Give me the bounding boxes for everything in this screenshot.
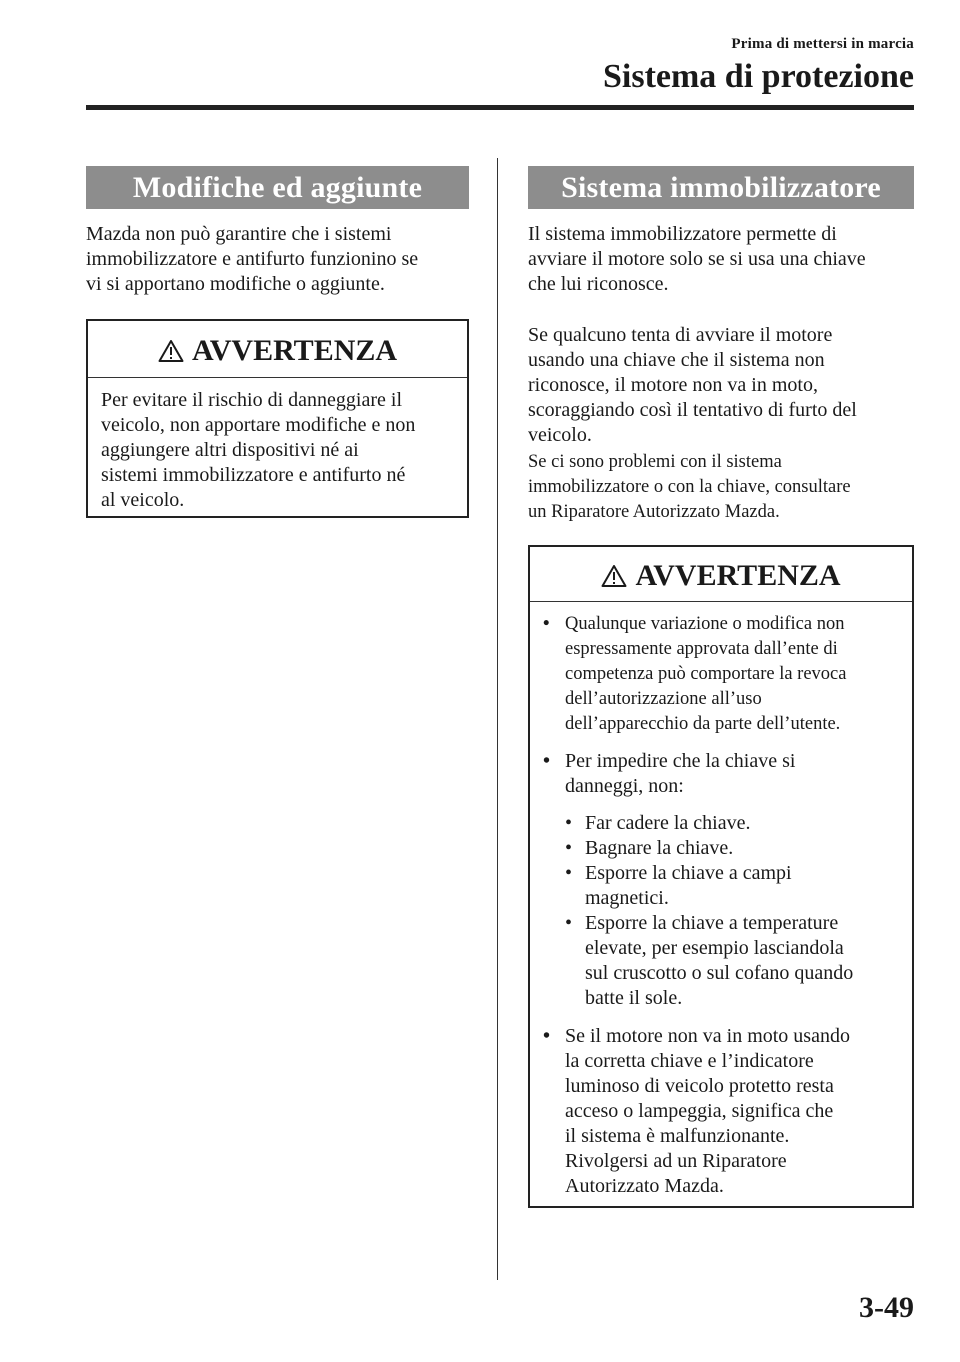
warning-box-right — [528, 545, 914, 1208]
para-line: che lui riconosce. — [528, 273, 669, 295]
warning-line: sistemi immobilizzatore e antifurto né — [101, 464, 406, 486]
sub-bullet-dot: • — [565, 862, 573, 884]
warning-title: AVVERTENZA — [191, 334, 398, 367]
bullet-line: luminoso di veicolo protetto resta — [565, 1075, 834, 1097]
warning-line: Per evitare il rischio di danneggiare il — [101, 389, 403, 411]
header-rule — [86, 105, 914, 110]
sub-bullet-text — [585, 811, 750, 836]
para-line: avviare il motore solo se si usa una chiave — [528, 248, 866, 270]
bullet-line: dell’apparecchio da parte dell’utente. — [565, 714, 841, 734]
bullet-dot: • — [543, 614, 550, 634]
bullet-dot: • — [543, 1025, 551, 1047]
right-column — [528, 166, 914, 1197]
bullet-line: Rivolgersi ad un Riparatore — [565, 1150, 787, 1172]
warning-header — [530, 551, 912, 601]
left-column — [86, 166, 469, 511]
sub-bullet-dot: • — [565, 812, 573, 834]
warning-line: al veicolo. — [101, 489, 185, 511]
bullet-line: Autorizzato Mazda. — [565, 1175, 724, 1197]
warning-bullet — [543, 1024, 902, 1199]
bullet-line: la corretta chiave e l’indicatore — [565, 1050, 814, 1072]
sub-list — [543, 811, 902, 1011]
bullet-line: danneggi, non: — [565, 775, 684, 797]
warning-triangle-icon — [158, 339, 184, 363]
para-line: Il sistema immobilizzatore permette di — [528, 223, 837, 245]
warning-title: AVVERTENZA — [635, 559, 841, 592]
sub-line: magnetici. — [585, 887, 669, 909]
bullet-line: dell’autorizzazione all’uso — [565, 689, 762, 709]
page-number: 3-49 — [859, 1291, 914, 1324]
para-line: Se ci sono problemi con il sistema — [528, 452, 782, 472]
bullet-text — [565, 749, 795, 799]
sub-line: sul cruscotto o sul cofano quando — [585, 962, 854, 984]
column-divider — [497, 158, 498, 1280]
chapter-label: Prima di mettersi in marcia — [731, 36, 914, 52]
para-line: riconosce, il motore non va in moto, — [528, 374, 818, 396]
sub-line: Bagnare la chiave. — [585, 837, 734, 859]
warning-bullet — [543, 612, 902, 737]
warning-line: aggiungere altri dispositivi né ai — [101, 439, 359, 461]
warning-header — [88, 325, 467, 377]
para-problems — [528, 450, 914, 525]
para-theft — [528, 323, 914, 448]
bullet-text — [565, 612, 846, 737]
bullet-line: il sistema è malfunzionante. — [565, 1125, 790, 1147]
bullet-text — [565, 1024, 850, 1199]
section-title-immobilizzatore: Sistema immobilizzatore — [528, 166, 914, 209]
intro-line: Mazda non può garantire che i sistemi — [86, 223, 392, 245]
sub-bullet-dot: • — [565, 837, 573, 859]
para-intro — [528, 222, 914, 297]
sub-line: Esporre la chiave a temperature — [585, 912, 839, 934]
intro-line: immobilizzatore e antifurto funzionino se — [86, 248, 419, 270]
sub-bullet-text — [585, 836, 733, 861]
bullet-line: competenza può comportare la revoca — [565, 664, 847, 684]
bullet-line: Qualunque variazione o modifica non — [565, 614, 845, 634]
para-line: un Riparatore Autorizzato Mazda. — [528, 502, 780, 522]
warning-triangle-icon — [601, 564, 627, 588]
bullet-line: acceso o lampeggia, significa che — [565, 1100, 834, 1122]
sub-line: batte il sole. — [585, 987, 683, 1009]
para-line: scoraggiando così il tentativo di furto del — [528, 399, 857, 421]
warning-text — [88, 378, 467, 513]
section-title-modifiche: Modifiche ed aggiunte — [86, 166, 469, 209]
warning-bullet — [543, 749, 902, 799]
sub-bullet-text — [585, 911, 853, 1011]
warning-line: veicolo, non apportare modifiche e non — [101, 414, 416, 436]
sub-line: Esporre la chiave a campi — [585, 862, 792, 884]
intro-line: vi si apportano modifiche o aggiunte. — [86, 273, 385, 295]
sub-bullet — [565, 861, 902, 911]
intro-paragraph — [86, 222, 469, 297]
sub-bullet-dot: • — [565, 912, 573, 934]
warning-box-left — [86, 319, 469, 518]
bullet-line: espressamente approvata dall’ente di — [565, 639, 838, 659]
sub-bullet — [565, 911, 902, 1011]
sub-line: elevate, per esempio lasciandola — [585, 937, 844, 959]
para-line: usando una chiave che il sistema non — [528, 349, 825, 371]
bullet-line: Se il motore non va in moto usando — [565, 1025, 850, 1047]
sub-bullet — [565, 811, 902, 836]
warning-list — [530, 602, 912, 1199]
sub-bullet — [565, 836, 902, 861]
sub-bullet-text — [585, 861, 792, 911]
para-line: veicolo. — [528, 424, 592, 446]
bullet-line: Per impedire che la chiave si — [565, 750, 796, 772]
para-line: immobilizzatore o con la chiave, consultare — [528, 477, 851, 497]
para-line: Se qualcuno tenta di avviare il motore — [528, 324, 833, 346]
sub-line: Far cadere la chiave. — [585, 812, 751, 834]
bullet-dot: • — [543, 750, 551, 772]
page-title: Sistema di protezione — [602, 58, 914, 95]
